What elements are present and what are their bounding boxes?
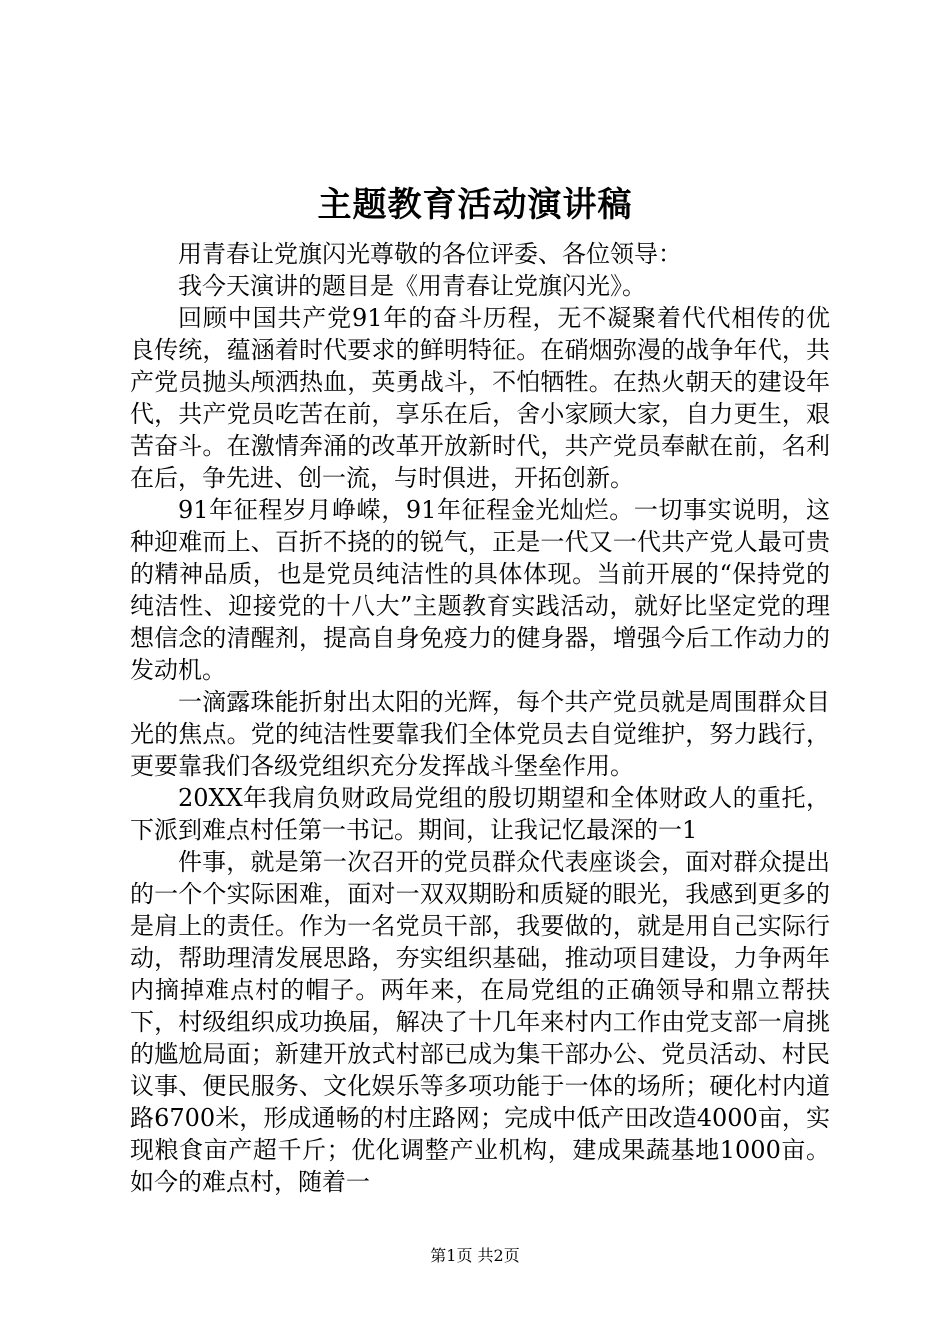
paragraph-dewdrop: 一滴露珠能折射出太阳的光辉，每个共产党员就是周围群众目光的焦点。党的纯洁性要靠我们全体党员去自觉维护，努力践行，更要靠我们各级党组织充分发挥战斗堡垒作用。 <box>130 688 830 780</box>
paragraph-history: 回顾中国共产党91年的奋斗历程，无不凝聚着代代相传的优良传统，蕴涵着时代要求的鲜明特征。在硝烟弥漫的战争年代，共产党员抛头颅洒热血，英勇战斗，不怕牺牲。在热火朝天的建设年代，共产党员吃苦在前，享乐在后，舍小家顾大家，自力更生，艰苦奋斗。在激情奔涌的改革开放新时代，共产党员奉献在前，名利在后，争先进、创一流，与时俱进，开拓创新。 <box>130 304 830 492</box>
document-title: 主题教育活动演讲稿 <box>317 185 633 225</box>
document-body <box>130 238 830 1198</box>
paragraph-salutation: 用青春让党旗闪光尊敬的各位评委、各位领导： <box>178 240 682 268</box>
paragraph-topic: 我今天演讲的题目是《用青春让党旗闪光》。 <box>178 272 646 300</box>
page-footer: 第1页 共2页 <box>430 1246 520 1265</box>
paragraph-achievements: 件事，就是第一次召开的党员群众代表座谈会，面对群众提出的一个个实际困难，面对一双双期盼和质疑的眼光，我感到更多的是肩上的责任。作为一名党员干部，我要做的，就是用自己实际行动，帮助理清发展思路，夯实组织基础，推动项目建设，力争两年内摘掉难点村的帽子。两年来，在局党组的正确领导和鼎立帮扶下，村级组织成功换届，解决了十几年来村内工作由党支部一肩挑的尴尬局面；新建开放式村部已成为集干部办公、党员活动、村民议事、便民服务、文化娱乐等多项功能于一体的场所；硬化村内道路6700米，形成通畅的村庄路网；完成中低产田改造4000亩，实现粮食亩产超千斤；优化调整产业机构，建成果蔬基地1000亩。如今的难点村，随着一 <box>130 848 830 1196</box>
paragraph-assignment: 20XX年我肩负财政局党组的殷切期望和全体财政人的重托，下派到难点村任第一书记。期间，让我记忆最深的一1 <box>130 784 830 844</box>
paragraph-journey: 91年征程岁月峥嵘，91年征程金光灿烂。一切事实说明，这种迎难而上、百折不挠的的锐气，正是一代又一代共产党人最可贵的精神品质，也是党员纯洁性的具体体现。当前开展的“保持党的纯洁性、迎接党的十八大”主题教育实践活动，就好比坚定党的理想信念的清醒剂，提高自身免疫力的健身器，增强今后工作动力的发动机。 <box>130 496 830 684</box>
